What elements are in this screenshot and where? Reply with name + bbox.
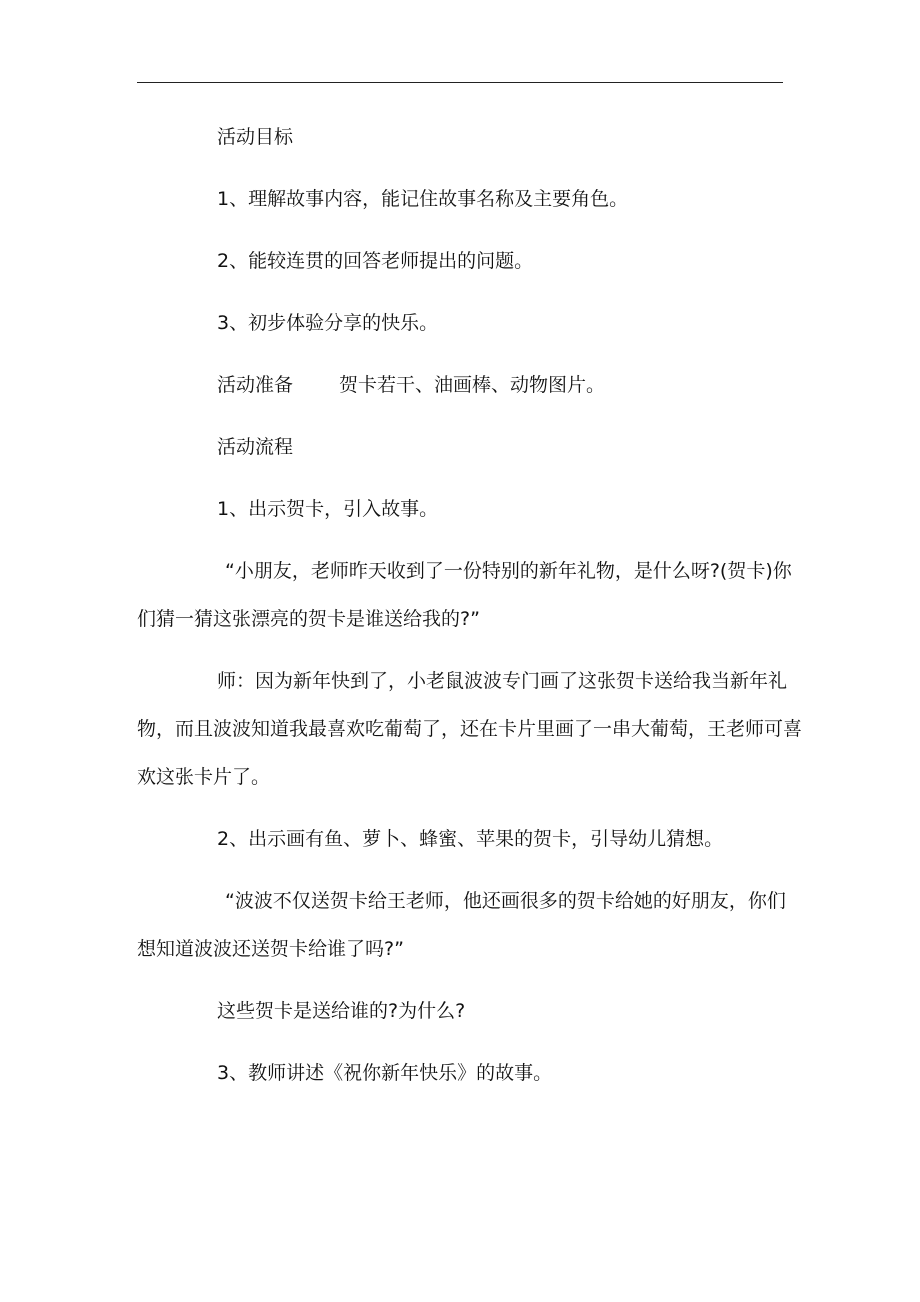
preparation-text: 贺卡若干、油画棒、动物图片。: [339, 374, 606, 396]
header-rule: [137, 82, 783, 83]
heading-activity-process: 活动流程: [217, 436, 294, 458]
quote-1-line-2: 们猜一猜这张漂亮的贺卡是谁送给我的?”: [137, 608, 480, 630]
quote-2-line-1: “波波不仅送贺卡给王老师，他还画很多的贺卡给她的好朋友，你们: [225, 890, 786, 912]
process-step-3: 3、教师讲述《祝你新年快乐》的故事。: [217, 1062, 553, 1084]
goal-item-1: 1、理解故事内容，能记住故事名称及主要角色。: [217, 188, 629, 210]
process-step-2: 2、出示画有鱼、萝卜、蜂蜜、苹果的贺卡，引导幼儿猜想。: [217, 828, 724, 850]
teacher-line-2: 物，而且波波知道我最喜欢吃葡萄了，还在卡片里画了一串大葡萄，王老师可喜: [137, 718, 803, 740]
question-line: 这些贺卡是送给谁的?为什么?: [217, 1000, 466, 1022]
heading-activity-goals: 活动目标: [217, 126, 294, 148]
teacher-line-1: 师：因为新年快到了，小老鼠波波专门画了这张贺卡送给我当新年礼: [217, 670, 788, 692]
quote-2-line-2: 想知道波波还送贺卡给谁了吗?”: [137, 938, 404, 960]
goal-item-3: 3、初步体验分享的快乐。: [217, 312, 439, 334]
preparation-label: 活动准备: [217, 374, 294, 396]
goal-item-2: 2、能较连贯的回答老师提出的问题。: [217, 250, 534, 272]
process-step-1: 1、出示贺卡，引入故事。: [217, 498, 439, 520]
quote-1-line-1: “小朋友，老师昨天收到了一份特别的新年礼物，是什么呀?(贺卡)你: [225, 560, 792, 582]
activity-preparation: [217, 370, 783, 401]
teacher-line-3: 欢这张卡片了。: [137, 766, 271, 788]
